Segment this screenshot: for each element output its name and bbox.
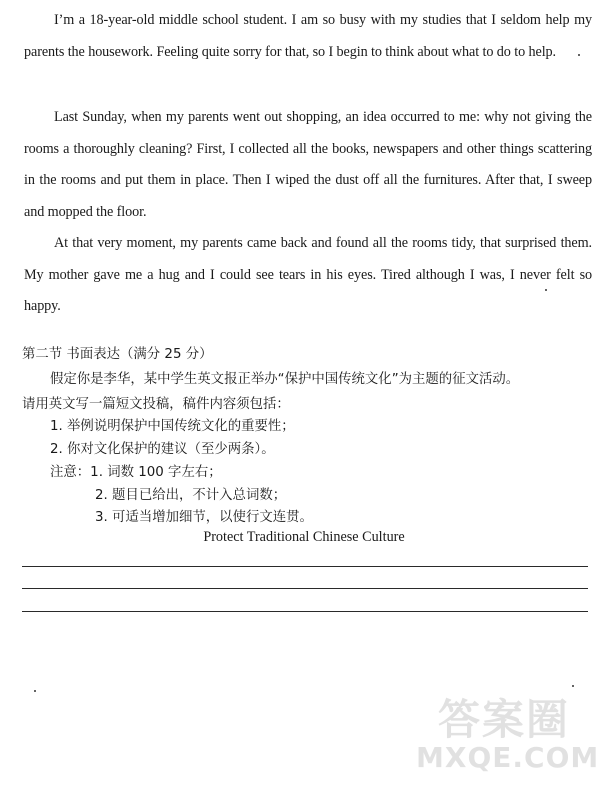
- note-item-1: 注意：1. 词数 100 字左右；: [50, 465, 222, 480]
- passage-paragraph-1: I’m a 18-year-old middle school student. I am so busy with my studies that I seldom help my parents the housework. Feeling quite sorry for that, so I begin to think about what to do to help.: [24, 12, 592, 60]
- passage-paragraph-3: At that very moment, my parents came back and found all the rooms tidy, that surprised them. My mother gave me a hug and I could see tears in his eyes. Tired although I was, I never felt so happy.: [24, 235, 592, 314]
- scan-speck: [578, 54, 580, 56]
- note-item-2: 2. 题目已给出，不计入总词数；: [95, 488, 287, 503]
- passage-paragraph-2: Last Sunday, when my parents went out shopping, an idea occurred to me: why not giving the rooms a thoroughly cleaning? First, I collected all the books, newspapers and other things scattering in the rooms and put them in place. Then I wiped the dust off all the furnitures. After that, I sweep and mopped the floor.: [24, 109, 592, 220]
- requirement-item-2: 2. 你对文化保护的建议（至少两条）。: [50, 442, 275, 457]
- task-description-line-2: 请用英文写一篇短文投稿，稿件内容须包括：: [22, 397, 290, 412]
- section-heading: 第二节 书面表达（满分 25 分）: [22, 347, 213, 362]
- answer-line-2: [22, 588, 588, 589]
- watermark-logo-text: 答案圈: [438, 695, 571, 744]
- answer-line-1: [22, 566, 588, 567]
- essay-title: [0, 527, 608, 547]
- task-description-line-1: 假定你是李华，某中学生英文报正举办“保护中国传统文化”为主题的征文活动。: [50, 372, 520, 387]
- answer-line-3: [22, 611, 588, 612]
- note-item-3: 3. 可适当增加细节，以使行文连贯。: [95, 510, 313, 525]
- essay-title-text: Protect Traditional Chinese Culture: [203, 529, 405, 545]
- scan-speck: [545, 289, 547, 291]
- site-watermark: [406, 687, 600, 787]
- scan-speck: [34, 690, 36, 692]
- watermark-url: MXQE.COM: [416, 741, 600, 774]
- requirement-item-1: 1. 举例说明保护中国传统文化的重要性；: [50, 419, 295, 434]
